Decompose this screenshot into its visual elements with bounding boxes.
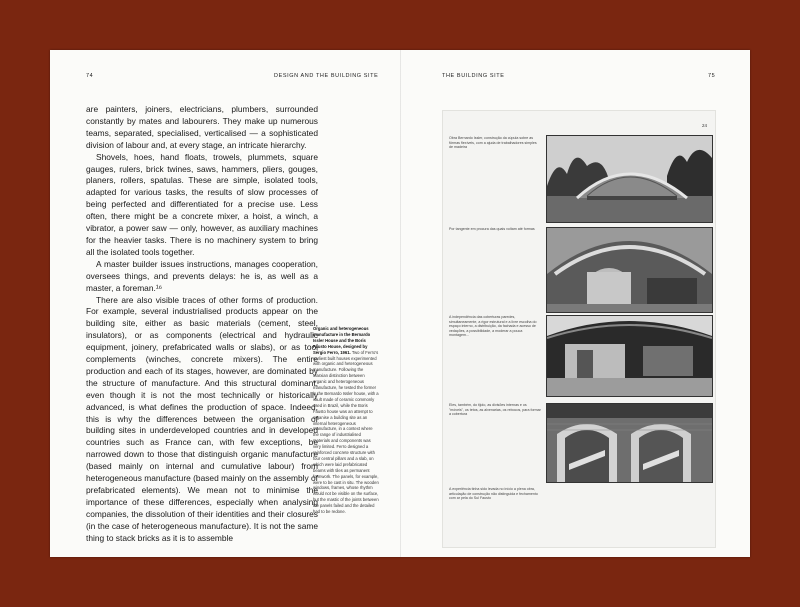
caption-body: Two of Ferro's earliest built houses experimented with organic and heterogeneous manufacture. Following the Marxian distinction between organic and heterogeneous manufacture, he tested the former in the Bernardo Issler house, with a vault made of ceramic commonly used in Brazil, while the Boris Fausto house was an attempt to organise a building site as an internal heterogeneous manufacture, in a context where the range of industrialised materials and components was very limited. Ferro designed a reinforced concrete structure with four central pillars and a slab, on which were laid prefabricated beams with tiles as permanent formwork. The panels, for example, were to be cast in situ. The wooden windows, frames, whose rhythm would not be visible on the surface, but the mastic of the joints between the panels failed and the detailed had to be redone. [313,349,379,515]
plate-caption: Eles, também, do tijolo, as divisões internas e os "móveis", os tetos, as alvenarias, os rebocos, para formar a cobertura [449,403,541,417]
running-head-right: THE BUILDING SITE [442,73,505,79]
page-number-right: 75 [708,73,716,79]
paragraph: are painters, joiners, electricians, plumbers, surrounded constantly by mates and labourers. They make up numerous teams, separated, specialised, verticalised — a sophisticated division of labour and, at every stage, an intricate hierarchy. [86,104,318,150]
page-number-left: 74 [86,73,94,79]
running-head-left: DESIGN AND THE BUILDING SITE [274,73,379,79]
paragraph: Shovels, hoes, hand floats, trowels, plummets, square gauges, rulers, brick twines, saws, hammers, pliers, gouges, planers, rollers, spatulas. These are simple, isolated tools, adapted for various tasks, the results of slow processes of being perfected and differentiated for a precise use. Less often, there might be a concrete mixer, a hoist, a winch, a vibrator, a power saw — only, however, as auxiliary machines for the heavier tasks. There is no machinery system to bring all the isolated tools together. [86,151,318,257]
paragraph: There are also visible traces of other forms of production. For example, several industrialised products appear on the building site, either as basic materials (cement, steel, insulators), or as components (electrical and hydraulic equipment, joinery, prefabricated walls or slabs), or as tool complements (winches, concrete mixers). The entire production and each of its stages, however, are dominated by the structure of manufacture. And this structural dominant, even though it is not the most technically or historically advanced, is what defines the production of space. Indeed, this is why the differences between the organisation of building sites in underdeveloped countries and in developed countries such as France can, with few exceptions, be narrowed down to those that distinguish organic manufacture (based mainly on internal and cumulative labour) from heterogeneous manufacture (based mainly on the assembly of prefabricated elements). We mean not to minimise the importance of these differences, especially when analysing companies, the dissolution of their identities and their closures (in the case of heterogeneous manufacture). It is not the same thing to stack bricks as it is to assemble [86,294,318,543]
plate-caption: A experiência tinha sido levada no início a plena obra, articulação de construção não distinguida e fechamento com ar pela do Sul Fausto [449,487,538,501]
photo-vault-construction [546,135,713,223]
plate-caption: Obra Bernardo Issler, construção da cúpula sobre as fôrmas flexíveis, com a ajuda de trabalhadores simples de madeira [449,136,537,150]
figure-caption [313,326,379,515]
gutter [400,50,401,557]
paragraph: A master builder issues instructions, manages cooperation, oversees things, and prevents delays: he is, as well as a master, a foreman.¹⁶ [86,258,318,293]
plate-number: 24 [701,123,707,128]
body-text [86,104,318,545]
photo-brick-interior [546,403,713,483]
caption-title: Organic and heterogeneous manufacture in the Bernardo Issler House and the Boris Fausto House, designed by Sérgio Ferro, 1961. [313,326,371,355]
plate-caption: A independência das coberturas paredes, simultaneamente, a rigor estrutural e a livre escolha do espaço interno, a distribuição, da fachada e acesso de vedações, a possibilidade, a moderar a pouca montagem... [449,315,537,338]
book-spread [50,50,750,557]
photo-vault-house [546,227,713,313]
plate-caption: Por tangente em procura das quais voltam até formas [449,227,535,231]
photo-plate [442,110,716,548]
photo-vault-interior [546,315,713,397]
